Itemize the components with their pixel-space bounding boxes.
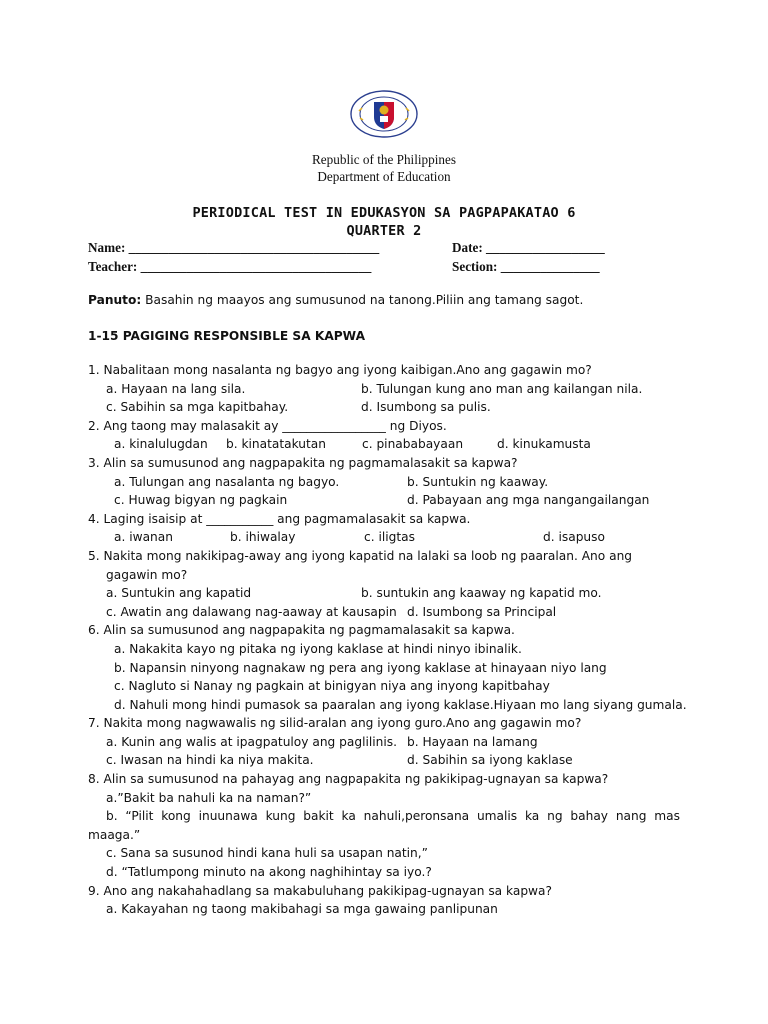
- option-c[interactable]: c. Sabihin sa mga kapitbahay.: [106, 400, 289, 415]
- name-field[interactable]: Name: ______________________________________: [88, 240, 380, 255]
- question-3-options-cd: [88, 491, 680, 510]
- option-a[interactable]: a. Tulungan ang nasalanta ng bagyo.: [114, 474, 340, 489]
- option-c[interactable]: c. Sana sa susunod hindi kana huli sa usapan natin,”: [106, 846, 428, 861]
- option-c[interactable]: c. Iwasan na hindi ka niya makita.: [106, 753, 314, 768]
- question-2-options: [88, 435, 680, 454]
- question-5-options-ab: [88, 584, 680, 603]
- quarter-title: QUARTER 2: [346, 223, 422, 239]
- republic-heading: Republic of the Philippines: [312, 152, 456, 167]
- question-6-option-c: [88, 677, 680, 696]
- question-6-option-b: [88, 659, 680, 678]
- question-4-options: [88, 528, 680, 547]
- option-d[interactable]: d. Sabihin sa iyong kaklase: [407, 753, 573, 768]
- department-heading: Department of Education: [317, 169, 451, 184]
- question-1-options-ab: [88, 380, 680, 399]
- question-7: 7. Nakita mong nagwawalis ng silid-aralan ang iyong guro.Ano ang gagawin mo?: [88, 716, 582, 731]
- option-d[interactable]: d. Pabayaan ang mga nangangailangan: [407, 493, 650, 508]
- deped-seal-logo: [349, 90, 419, 138]
- question-8-option-d: [88, 863, 680, 882]
- question-7-options-cd: [88, 751, 680, 770]
- instructions-text: Basahin ng maayos ang sumusunod na tanong.Piliin ang tamang sagot.: [141, 293, 584, 307]
- teacher-field[interactable]: Teacher: ___________________________________: [88, 259, 372, 274]
- option-d[interactable]: d. Nahuli mong hindi pumasok sa paaralan ang iyong kaklase.Hiyaan mo lang siyang gumala.: [114, 697, 687, 712]
- instructions-label: Panuto:: [88, 293, 142, 307]
- option-d[interactable]: d. kinukamusta: [497, 437, 591, 452]
- option-c[interactable]: c. pinababayaan: [362, 437, 464, 452]
- section-field[interactable]: Section: _______________: [452, 259, 600, 274]
- question-5-options-cd: [88, 603, 680, 622]
- question-3-options-ab: [88, 473, 680, 492]
- question-6-option-d: [88, 696, 687, 715]
- section-title-text: 1-15 PAGIGING RESPONSIBLE SA KAPWA: [88, 329, 366, 343]
- option-b[interactable]: b. suntukin ang kaaway ng kapatid mo.: [361, 586, 602, 601]
- option-a[interactable]: a. iwanan: [114, 530, 173, 545]
- option-b[interactable]: b. Hayaan na lamang: [407, 734, 538, 749]
- question-8: 8. Alin sa sumusunod na pahayag ang nagpapakita ng pakikipag-ugnayan sa kapwa?: [88, 772, 609, 787]
- option-c[interactable]: c. iligtas: [364, 530, 415, 545]
- option-a[interactable]: a. Kakayahan ng taong makibahagi sa mga gawaing panlipunan: [106, 902, 498, 917]
- question-8-option-a: [88, 789, 680, 808]
- option-b[interactable]: b. Napansin ninyong nagnakaw ng pera ang iyong kaklase at hinayaan niyo lang: [114, 660, 607, 675]
- option-a[interactable]: a. Kunin ang walis at ipagpatuloy ang paglilinis.: [106, 734, 397, 749]
- option-c[interactable]: c. Nagluto si Nanay ng pagkain at binigyan niya ang inyong kapitbahay: [114, 679, 550, 694]
- option-b[interactable]: b. ihiwalay: [230, 530, 296, 545]
- option-d[interactable]: d. isapuso: [543, 530, 605, 545]
- option-d[interactable]: d. “Tatlumpong minuto na akong naghihintay sa iyo.?: [106, 865, 432, 880]
- question-7-options-ab: [88, 733, 680, 752]
- option-a[interactable]: a. Nakakita kayo ng pitaka ng iyong kaklase at hindi ninyo ibinalik.: [114, 641, 522, 656]
- option-b[interactable]: b. Suntukin ng kaaway.: [407, 474, 549, 489]
- question-3: 3. Alin sa sumusunod ang nagpapakita ng pagmamalasakit sa kapwa?: [88, 455, 518, 470]
- option-a[interactable]: a. Suntukin ang kapatid: [106, 586, 252, 601]
- option-b[interactable]: b. kinatatakutan: [226, 437, 326, 452]
- date-field[interactable]: Date: __________________: [452, 240, 605, 255]
- question-8-option-c: [88, 844, 680, 863]
- option-d[interactable]: d. Isumbong sa Principal: [407, 604, 557, 619]
- question-4: 4. Laging isaisip at ___________ ang pagmamalasakit sa kapwa.: [88, 511, 471, 526]
- option-a[interactable]: a. kinalulugdan: [114, 437, 208, 452]
- option-c[interactable]: c. Awatin ang dalawang nag-aaway at kausapin: [106, 604, 397, 619]
- option-c[interactable]: c. Huwag bigyan ng pagkain: [114, 493, 288, 508]
- question-1-options-cd: [88, 398, 680, 417]
- instructions: [88, 291, 680, 310]
- option-a[interactable]: a. Hayaan na lang sila.: [106, 381, 246, 396]
- option-d[interactable]: d. Isumbong sa pulis.: [361, 400, 491, 415]
- question-5-cont: gagawin mo?: [106, 567, 188, 582]
- question-9: 9. Ano ang nakahahadlang sa makabuluhang pakikipag-ugnayan sa kapwa?: [88, 883, 552, 898]
- question-1: 1. Nabalitaan mong nasalanta ng bagyo ang iyong kaibigan.Ano ang gagawin mo?: [88, 363, 592, 377]
- option-b[interactable]: b. “Pilit kong inuunawa kung bakit ka nahuli,peronsana umalis ka ng bahay nang mas maaga.”: [88, 809, 680, 842]
- question-6: 6. Alin sa sumusunod ang nagpapakita ng pagmamalasakit sa kapwa.: [88, 623, 515, 638]
- option-b[interactable]: b. Tulungan kung ano man ang kailangan nila.: [361, 381, 643, 396]
- question-5: 5. Nakita mong nakikipag-away ang iyong kapatid na lalaki sa loob ng paaralan. Ano ang: [88, 548, 633, 563]
- question-9-option-a: [88, 900, 680, 919]
- questions-list: [88, 361, 687, 919]
- question-2: 2. Ang taong may malasakit ay _________________ ng Diyos.: [88, 418, 447, 433]
- option-a[interactable]: a.”Bakit ba nahuli ka na naman?”: [106, 790, 312, 805]
- question-6-option-a: [88, 640, 680, 659]
- section-title: [88, 327, 680, 346]
- test-title: PERIODICAL TEST IN EDUKASYON SA PAGPAPAKATAO 6: [192, 205, 576, 221]
